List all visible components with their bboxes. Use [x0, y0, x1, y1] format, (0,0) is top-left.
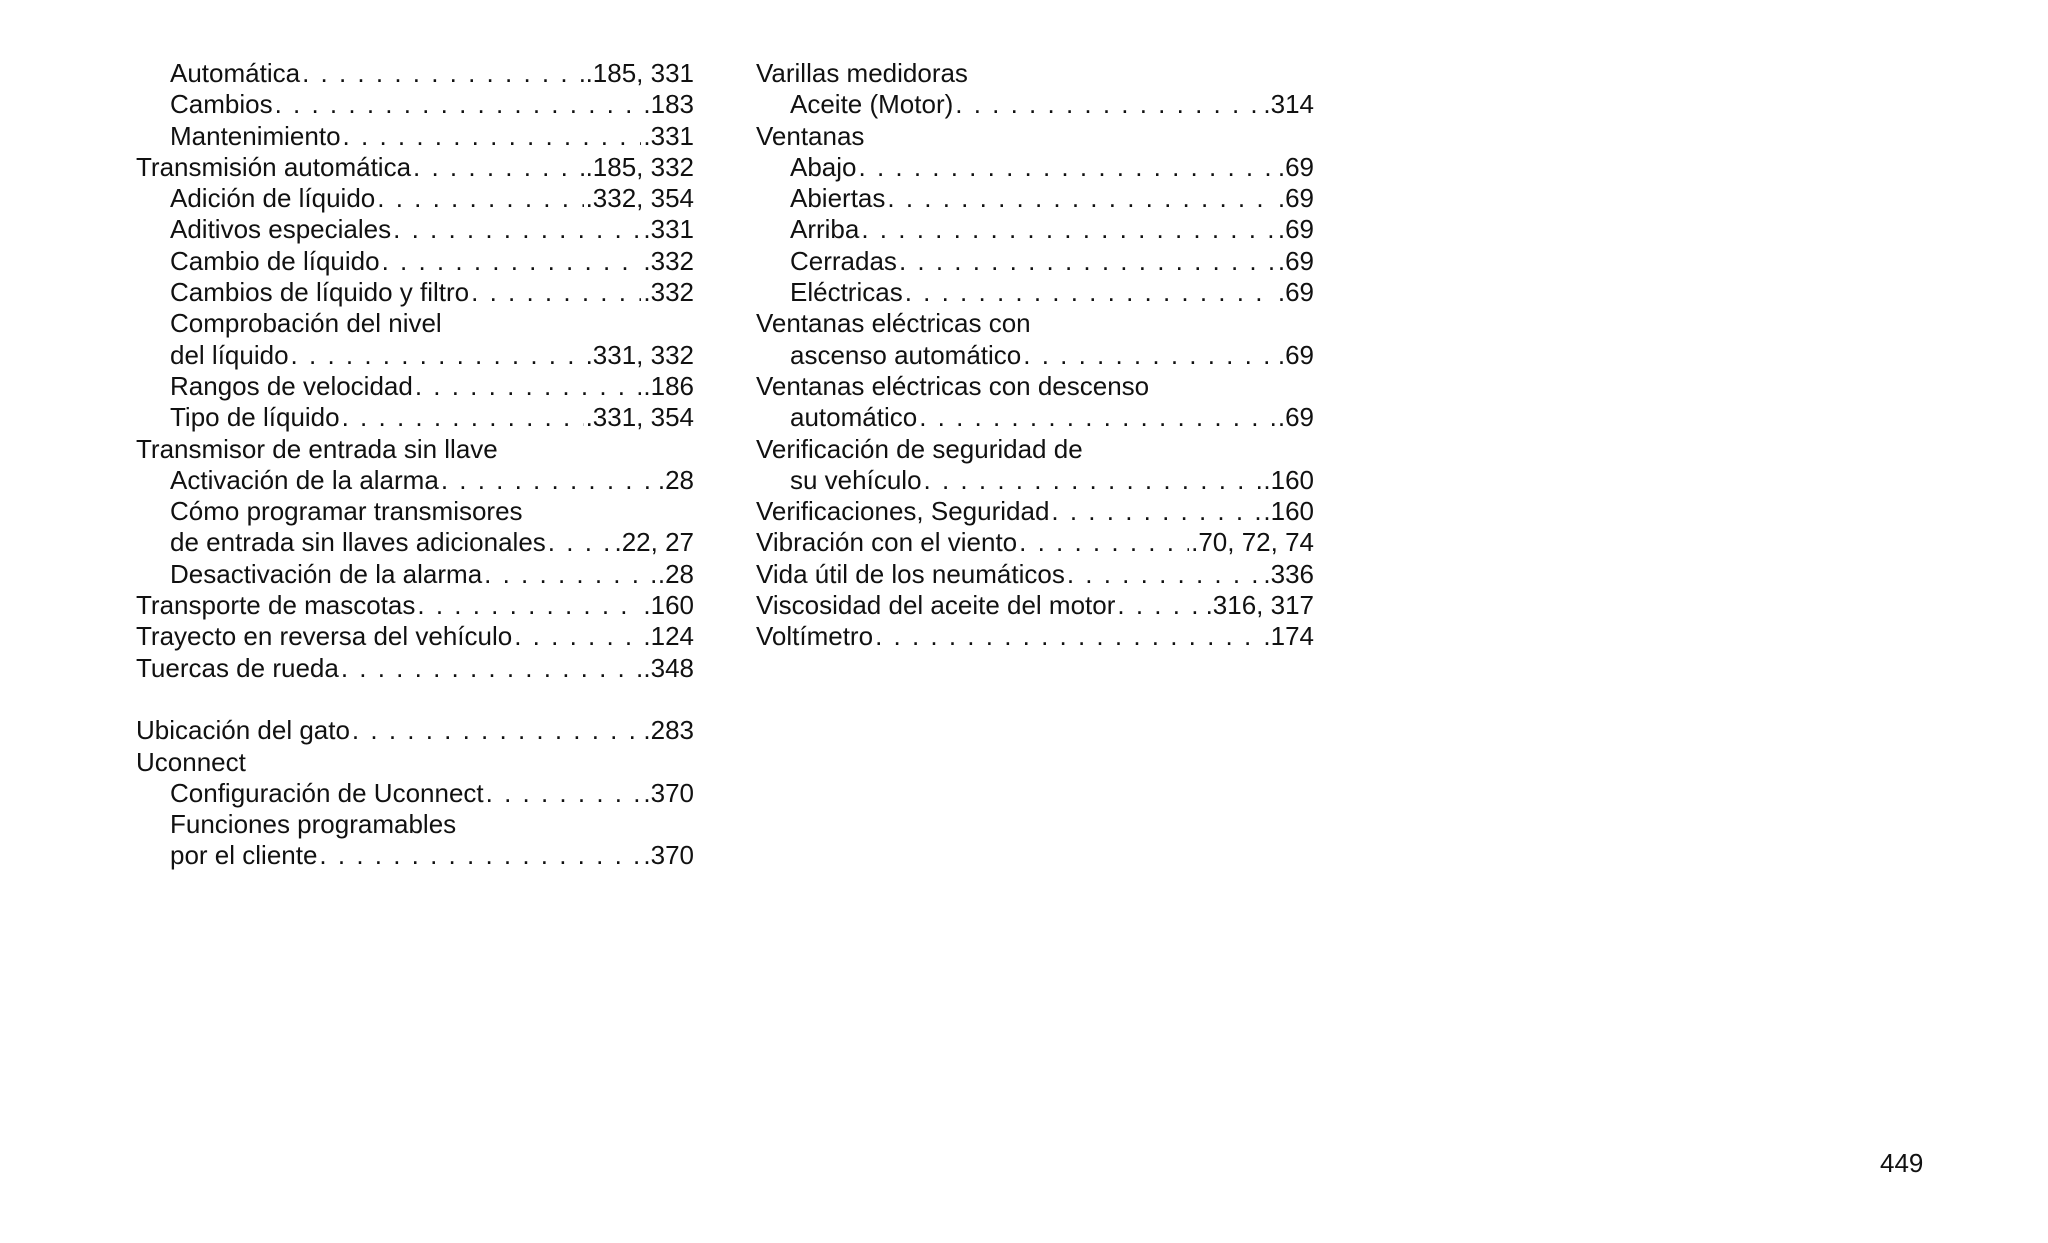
index-page-reference: .332: [643, 277, 694, 308]
index-entry-label: Arriba: [790, 214, 860, 245]
index-page-reference: .183: [643, 89, 694, 120]
dot-leader: [1117, 590, 1203, 621]
index-entry: [136, 653, 694, 684]
index-entry-label: de entrada sin llaves adicionales: [170, 527, 546, 558]
index-entry-label: Aditivos especiales: [170, 214, 392, 245]
index-page-reference: .160: [1263, 464, 1314, 495]
index-entry: [136, 590, 694, 621]
index-page-reference: .69: [1277, 402, 1314, 433]
index-page-reference: .69: [1277, 151, 1314, 182]
index-subentry: [136, 340, 694, 371]
index-page-reference: .160: [643, 590, 694, 621]
index-entry: [756, 434, 1314, 465]
index-page-reference: .28: [657, 558, 694, 589]
index-entry-label: Transmisión automática: [136, 151, 412, 182]
index-entry: [756, 308, 1314, 339]
dot-leader: [899, 246, 1276, 277]
index-entry-label: Tuercas de rueda: [136, 652, 339, 683]
dot-leader: [417, 590, 641, 621]
index-page-reference: .332, 354: [585, 183, 694, 214]
index-subentry: [136, 402, 694, 433]
index-entry-label: Activación de la alarma: [170, 464, 439, 495]
page-number: 449: [1880, 1148, 1924, 1178]
index-subentry: [136, 465, 694, 496]
index-entry: [756, 590, 1314, 621]
index-page-reference: .283: [643, 715, 694, 746]
dot-leader: [859, 152, 1276, 183]
dot-leader: [415, 371, 642, 402]
index-entry: [756, 527, 1314, 558]
dot-leader: [341, 653, 642, 684]
index-page-reference: .28: [657, 464, 694, 495]
index-subentry: [136, 183, 694, 214]
index-entry-label: Cómo programar transmisores: [170, 496, 523, 527]
index-entry-label: Aceite (Motor): [790, 89, 954, 120]
index-entry: [756, 121, 1314, 152]
dot-leader: [919, 402, 1276, 433]
dot-leader: [887, 183, 1275, 214]
index-page-reference: .370: [643, 840, 694, 871]
index-page-reference: .331, 332: [585, 339, 694, 370]
index-subentry: [136, 89, 694, 120]
dot-leader: [486, 778, 642, 809]
index-entry-label: su vehículo: [790, 464, 922, 495]
index-entry-label: Cambio de líquido: [170, 245, 380, 276]
index-page-reference: .70, 72, 74: [1191, 527, 1314, 558]
index-entry-label: Automática: [170, 58, 301, 88]
index-subentry: [756, 465, 1314, 496]
dot-leader: [1051, 496, 1261, 527]
index-entry: [756, 559, 1314, 590]
dot-leader: [377, 183, 583, 214]
index-subentry: [756, 183, 1314, 214]
index-subentry: [756, 246, 1314, 277]
dot-leader: [302, 58, 583, 89]
dot-leader: [393, 214, 641, 245]
index-subentry: [136, 809, 694, 840]
index-column-left: [136, 58, 694, 872]
index-page-reference: .69: [1277, 245, 1314, 276]
index-subentry: [136, 496, 694, 527]
dot-leader: [319, 840, 641, 871]
index-page-reference: .69: [1277, 277, 1314, 308]
index-page-reference: .69: [1277, 183, 1314, 214]
index-subentry: [136, 58, 694, 89]
index-entry-label: Abajo: [790, 151, 857, 182]
dot-leader: [484, 559, 656, 590]
index-page-reference: .348: [643, 652, 694, 683]
dot-leader: [1067, 559, 1262, 590]
index-entry-label: Ventanas eléctricas con: [756, 308, 1031, 339]
index-entry-label: Desactivación de la alarma: [170, 558, 483, 589]
index-entry: [136, 747, 694, 778]
index-entry-label: Uconnect: [136, 746, 246, 777]
index-entry-label: Adición de líquido: [170, 183, 376, 214]
index-entry-label: Transporte de mascotas: [136, 590, 416, 621]
index-entry-label: Funciones programables: [170, 809, 457, 840]
index-entry-label: por el cliente: [170, 840, 318, 871]
dot-leader: [441, 465, 656, 496]
dot-leader: [291, 340, 584, 371]
index-subentry: [136, 559, 694, 590]
index-entry-label: Cerradas: [790, 245, 897, 276]
index-subentry: [136, 371, 694, 402]
index-entry-label: Rangos de velocidad: [170, 370, 413, 401]
dot-leader: [275, 89, 642, 120]
index-entry-label: Ubicación del gato: [136, 715, 350, 746]
index-page-reference: .186: [643, 370, 694, 401]
index-entry-label: Vida útil de los neumáticos: [756, 558, 1065, 589]
index-subentry: [136, 121, 694, 152]
index-subentry: [136, 277, 694, 308]
dot-leader: [382, 246, 642, 277]
index-entry: [756, 621, 1314, 652]
index-subentry: [136, 308, 694, 339]
index-entry-label: Verificaciones, Seguridad: [756, 496, 1050, 527]
index-entry-label: Transmisor de entrada sin llave: [136, 433, 498, 464]
dot-leader: [471, 277, 641, 308]
index-subentry: [136, 214, 694, 245]
index-subentry: [756, 89, 1314, 120]
index-page-reference: .331: [643, 214, 694, 245]
index-page-reference: .124: [643, 621, 694, 652]
index-page-reference: .336: [1263, 558, 1314, 589]
index-entry-label: Cambios de líquido y filtro: [170, 277, 470, 308]
index-page-reference: .69: [1277, 339, 1314, 370]
index-page-reference: .22, 27: [614, 527, 694, 558]
index-subentry: [136, 840, 694, 871]
index-page-reference: .331, 354: [585, 402, 694, 433]
dot-leader: [924, 465, 1262, 496]
dot-leader: [905, 277, 1276, 308]
dot-leader: [1019, 527, 1189, 558]
dot-leader: [861, 214, 1275, 245]
dot-leader: [1023, 340, 1276, 371]
index-spacer: [136, 684, 694, 715]
index-subentry: [756, 340, 1314, 371]
index-entry: [136, 715, 694, 746]
index-page-reference: .174: [1263, 621, 1314, 652]
index-page-reference: .316, 317: [1205, 590, 1314, 621]
index-entry-label: del líquido: [170, 339, 289, 370]
index-subentry: [136, 527, 694, 558]
index-entry-label: Viscosidad del aceite del motor: [756, 590, 1116, 621]
index-entry-label: Voltímetro: [756, 621, 874, 652]
index-entry: [756, 496, 1314, 527]
dot-leader: [875, 621, 1261, 652]
index-entry: [136, 621, 694, 652]
dot-leader: [413, 152, 584, 183]
index-entry-label: Ventanas: [756, 120, 865, 151]
index-subentry: [136, 778, 694, 809]
index-entry-label: Cambios: [170, 89, 273, 120]
index-entry-label: Ventanas eléctricas con descenso: [756, 370, 1150, 401]
index-subentry: [756, 152, 1314, 183]
index-subentry: [756, 214, 1314, 245]
index-page-reference: .332: [643, 245, 694, 276]
index-entry: [136, 152, 694, 183]
index-entry-label: automático: [790, 402, 918, 433]
index-page-reference: .185, 331: [585, 58, 694, 88]
index-entry-label: Comprobación del nivel: [170, 308, 442, 339]
index-page-reference: .160: [1263, 496, 1314, 527]
index-entry-label: Eléctricas: [790, 277, 903, 308]
index-entry: [756, 371, 1314, 402]
index-page-reference: .185, 332: [585, 151, 694, 182]
index-entry-label: Tipo de líquido: [170, 402, 340, 433]
index-entry-label: Vibración con el viento: [756, 527, 1018, 558]
index-entry: [136, 434, 694, 465]
index-subentry: [136, 246, 694, 277]
index-entry-label: Abiertas: [790, 183, 886, 214]
index-entry-label: Varillas medidoras: [756, 58, 968, 88]
index-page-reference: .69: [1277, 214, 1314, 245]
dot-leader: [548, 527, 613, 558]
dot-leader: [955, 89, 1261, 120]
dot-leader: [514, 621, 641, 652]
index-column-right: [756, 58, 1314, 653]
index-page-reference: .314: [1263, 89, 1314, 120]
index-entry-label: Trayecto en reversa del vehículo: [136, 621, 513, 652]
dot-leader: [342, 402, 584, 433]
index-subentry: [756, 402, 1314, 433]
dot-leader: [343, 121, 642, 152]
index-page-reference: .331: [643, 120, 694, 151]
index-page-reference: .370: [643, 777, 694, 808]
index-entry: [756, 58, 1314, 89]
index-subentry: [756, 277, 1314, 308]
dot-leader: [352, 715, 641, 746]
index-entry-label: Verificación de seguridad de: [756, 433, 1083, 464]
index-entry-label: ascenso automático: [790, 339, 1022, 370]
index-entry-label: Configuración de Uconnect: [170, 777, 484, 808]
index-entry-label: Mantenimiento: [170, 120, 341, 151]
